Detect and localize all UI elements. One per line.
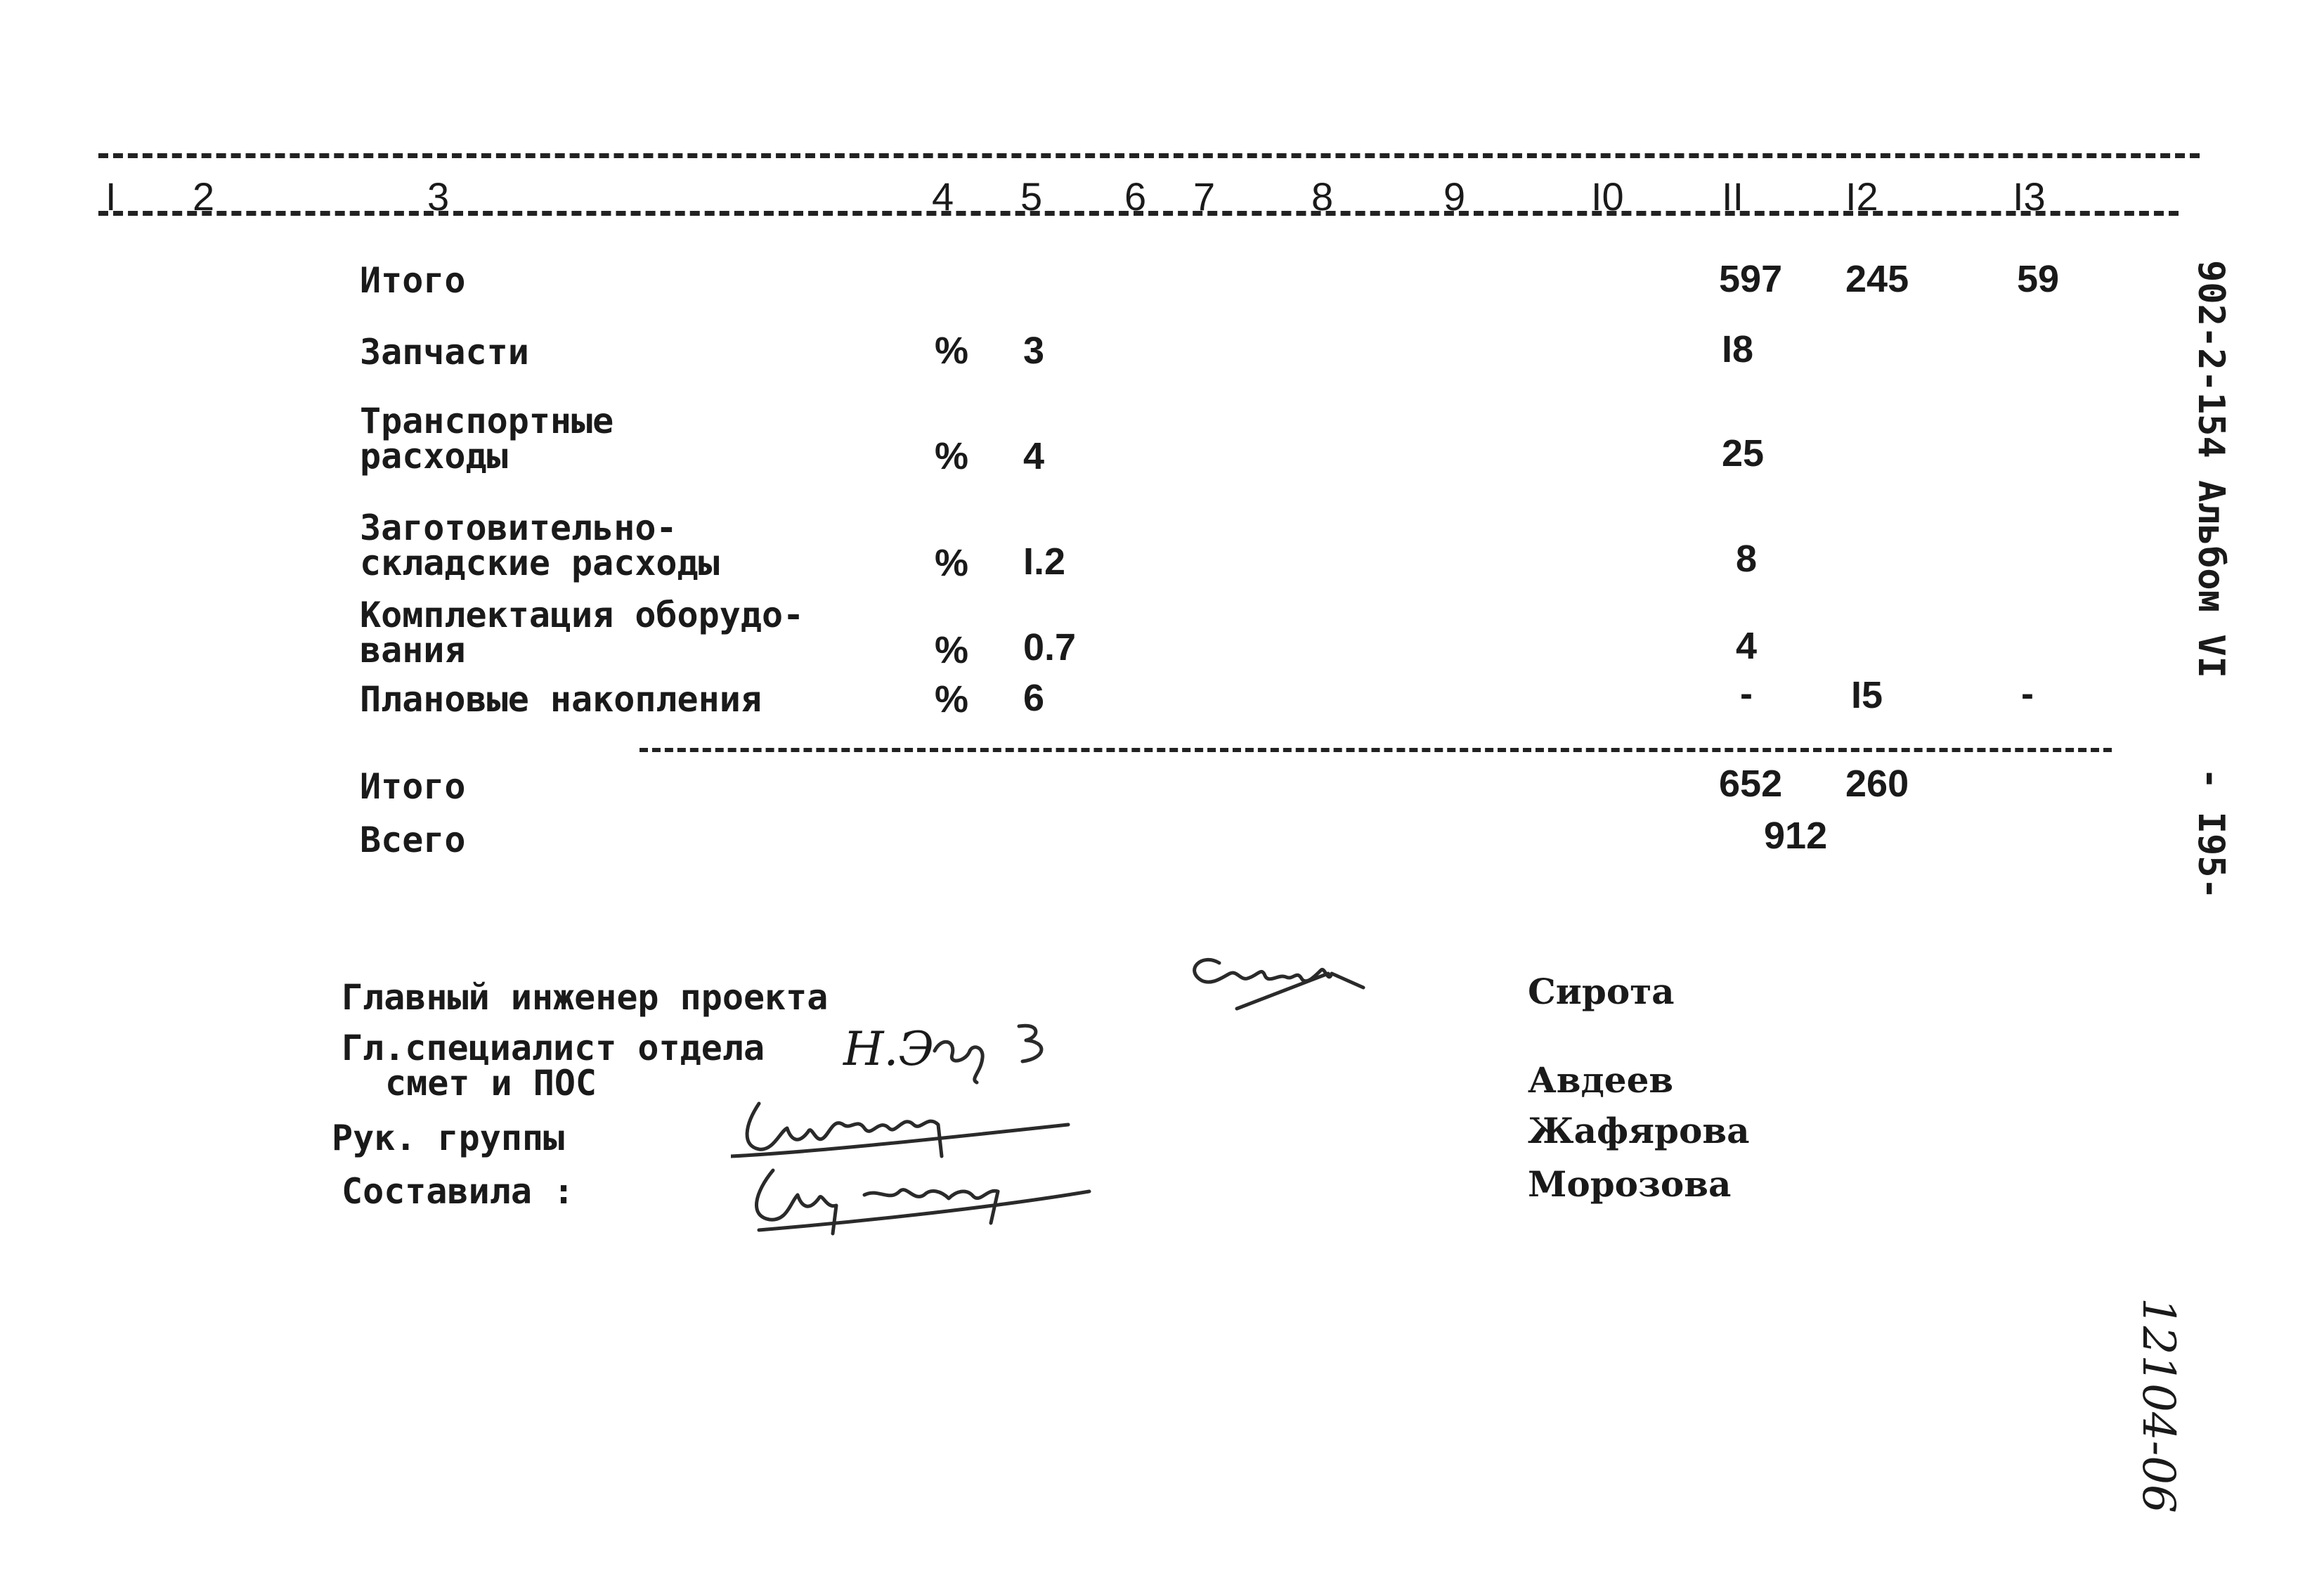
row-equipment-label-line1: Комплектация оборудо-	[360, 595, 805, 635]
chief-specialist-signature	[928, 1012, 1082, 1089]
row-equipment-label-line2: вания	[360, 630, 466, 671]
compiled-by-label: Составила :	[342, 1171, 575, 1212]
compiled-by-name: Морозова	[1528, 1163, 1732, 1205]
row-total-label: Итого	[360, 260, 466, 301]
col-header-11: II	[1722, 174, 1744, 219]
row-planned-savings-c11: -	[1740, 673, 1753, 715]
col-header-10: I0	[1591, 174, 1624, 219]
row-equipment-c11: 4	[1736, 625, 1758, 667]
row-spare-parts-rate: 3	[1023, 330, 1045, 372]
row-total-c12: 245	[1845, 258, 1909, 300]
col-header-7: 7	[1193, 174, 1216, 219]
row-procurement-rate: I.2	[1023, 541, 1066, 583]
row-spare-parts-unit: %	[935, 330, 969, 372]
compiled-by-signature	[738, 1153, 1103, 1244]
row-spare-parts-label: Запчасти	[360, 332, 529, 373]
col-header-3: 3	[427, 174, 450, 219]
grand-total-label: Всего	[360, 820, 466, 860]
row-procurement-c11: 8	[1736, 538, 1758, 580]
chief-engineer-label: Главный инженер проекта	[342, 977, 829, 1018]
subtotal-label: Итого	[360, 766, 466, 807]
row-planned-savings-unit: %	[935, 678, 969, 720]
header-bottom-rule	[98, 211, 2179, 216]
chief-specialist-name: Авдеев	[1528, 1059, 1674, 1101]
col-header-13: I3	[2013, 174, 2046, 219]
row-planned-savings-label: Плановые накопления	[360, 679, 762, 720]
col-header-12: I2	[1845, 174, 1878, 219]
row-spare-parts-c11: I8	[1722, 328, 1754, 370]
row-transport-label-line2: расходы	[360, 436, 508, 477]
col-header-2: 2	[193, 174, 215, 219]
row-planned-savings-c13: -	[2021, 673, 2034, 715]
chief-specialist-label-line2: смет и ПОС	[385, 1063, 597, 1104]
group-head-name: Жафярова	[1528, 1110, 1750, 1151]
subtotal-c11: 652	[1719, 763, 1783, 805]
col-header-9: 9	[1443, 174, 1466, 219]
col-header-6: 6	[1124, 174, 1147, 219]
row-total-c11: 597	[1719, 258, 1783, 300]
row-transport-c11: 25	[1722, 432, 1765, 474]
chief-engineer-name: Сирота	[1528, 971, 1675, 1012]
chief-specialist-label-line1: Гл.специалист отдела	[342, 1028, 765, 1068]
inventory-number-vertical: 12104-06	[2132, 1298, 2184, 1513]
row-procurement-label-line2: складские расходы	[360, 543, 720, 583]
row-planned-savings-rate: 6	[1023, 677, 1045, 719]
col-header-5: 5	[1020, 174, 1043, 219]
document-code-vertical: 902-2-154 Альбом VI	[2190, 260, 2232, 678]
grand-total-value: 912	[1764, 815, 1828, 857]
row-total-c13: 59	[2017, 258, 2060, 300]
row-transport-label-line1: Транспортные	[360, 401, 614, 441]
row-procurement-label-line1: Заготовительно-	[360, 507, 677, 548]
chief-specialist-initials: Н.Э	[843, 1022, 935, 1076]
col-header-8: 8	[1311, 174, 1334, 219]
row-equipment-rate: 0.7	[1023, 626, 1077, 668]
subtotal-rule	[640, 748, 2112, 752]
subtotal-c12: 260	[1845, 763, 1909, 805]
col-header-4: 4	[932, 174, 954, 219]
group-head-label: Рук. группы	[332, 1118, 565, 1158]
row-transport-rate: 4	[1023, 435, 1045, 477]
chief-engineer-signature	[1181, 942, 1377, 1033]
col-header-1: I	[105, 174, 117, 219]
row-procurement-unit: %	[935, 542, 969, 584]
row-transport-unit: %	[935, 435, 969, 477]
header-top-rule	[98, 153, 2200, 158]
row-planned-savings-c12: I5	[1851, 674, 1883, 716]
row-equipment-unit: %	[935, 629, 969, 671]
page-number-vertical: - I95-	[2190, 768, 2232, 900]
